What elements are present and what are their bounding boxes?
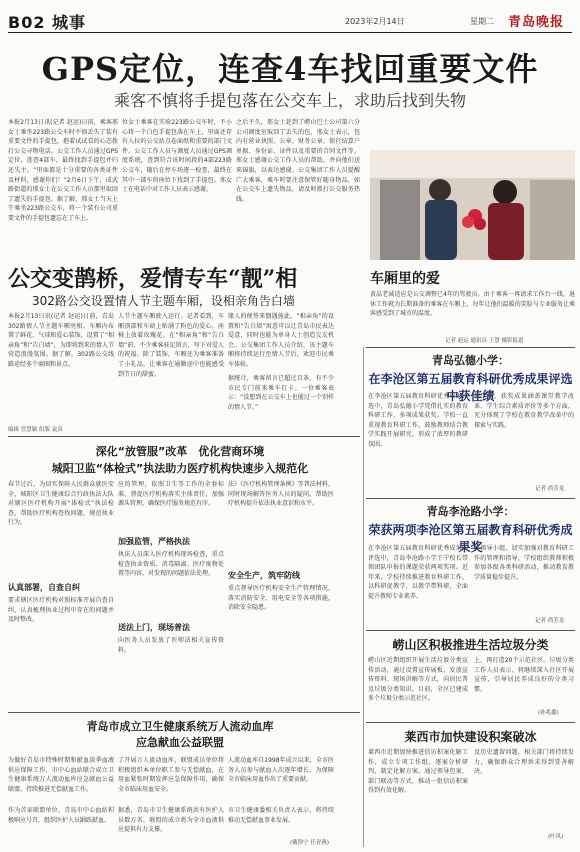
right3-title: 崂山区积极推进生活垃圾分类	[392, 638, 549, 652]
right-divider-3	[366, 630, 575, 631]
right1-column-2: 据了解，获奖成果涵盖课堂教学改革、学生综合素质评价等多个方面，充分体现了学校在教育教学改革中的探索与实践。	[474, 393, 574, 429]
middle-kicker: 深化“放管服”改革 优化营商环境	[95, 445, 265, 458]
right2-column-1: 在李沧区第五届教育科研优秀成果的评选中，青岛李沧路小学王宁校长带领团队申报的课题荣获两项奖项。近年来，学校持续推进教育科研工作，以科研促教学，以教学带科研，全面提升教师专业素养。	[368, 545, 468, 600]
masthead	[0, 0, 580, 40]
lower-column-2b: 据悉，青岛市卫生健康系统共有医护人员数万名，联盟的成立将为全市血液供应提供有力支撑。	[118, 807, 224, 834]
photo-caption-headline: 车厢里的爱	[370, 271, 440, 287]
photo-caption-text: 黄晶老诚适应是公交调整已4年的驾驶员。由于乘客一再请求工作台一线，退休工作就为长期准备的乘客在车厢上，每年让他们温暖的笑脸与专业服务让乘客感受到了城市的温度。	[370, 291, 575, 318]
middle-subhead-4: 安全生产，筑牢防线	[228, 571, 300, 580]
lower-column-3b: 市卫生健康委相关负责人表示，将持续推动无偿献血事业发展。	[228, 807, 334, 824]
right1-title: 在李沧区第五届教育科研优秀成果评选中获佳绩	[368, 372, 573, 403]
middle-column-3: 法》《医疗机构管理条例》等普法材料，同时现场解答医务人员的疑问，帮助医疗机构提升依法执业意识和水平。	[228, 481, 334, 508]
right-divider-4	[366, 722, 575, 723]
right2-column-2: 研领导小组，切实加强对教育科研工作的管理和指导，学校组织教师积极参加各级各类科研活动，推动教育教学质量稳步提升。	[474, 545, 574, 581]
middle-column-3b: 重点督导医疗机构安全生产管理情况，落实消防安全、用电安全等各项措施，消除安全隐患。	[228, 585, 334, 612]
middle-subhead-2: 加强监管，严格执法	[118, 537, 190, 546]
second-subhead: 302路公交设置情人节主题车厢，设相亲角告白墙	[32, 294, 295, 308]
right3-column-1: 崂山区近期组织开展生活垃圾分类宣传活动，通过设置宣传展板、发放宣传资料、现场讲解等方式，向居民普及垃圾分类知识。目前，全区已建成多个垃圾分类示范社区。	[368, 657, 468, 703]
middle-column-1: 春节过后，为切实保障人民群众就医安全，城阳区卫生健康综合行政执法大队对辖区医疗机构开展“体检式”执法检查，帮助医疗机构查找问题，规范执业行为。	[8, 481, 114, 527]
bus-photo-illustration	[370, 150, 575, 260]
second-column-1: 本报2月13日讯(记者 赵运)日前，青岛302路情人节主题车厢亮相。车厢内布置了鲜花、气球和爱心装饰，设置了“相亲角”和“告白墙”，为即将到来的情人节营造浪漫氛围。据了解，302路公交线路途经多个商圈和景点。	[8, 313, 114, 368]
issue-weekday: 星期二	[470, 17, 494, 26]
middle-column-1b: 要求辖区医疗机构对照标准开展自查自纠，认真梳理执业过程中存在的问题并及时整改。	[8, 597, 114, 624]
right3-byline: (孙兆鑫)	[538, 710, 559, 716]
right4-title: 莱西市加快建设积案破冰	[404, 730, 537, 744]
lower-column-3: 人流动血库自1998年成立以来，全市医务人员参与献血人次逐年增长，为保障全市临床用血作出了重要贡献。	[228, 757, 334, 784]
bus-photo	[370, 150, 575, 260]
right3-column-2: 上、再打造20个示范社区。垃圾分类工作人员表示，将继续深入社区开展宣传，引导居民养成良好的分类习惯。	[474, 657, 574, 693]
lead-column-2: 位女士乘客在实验223路公交车时，不小心将一个白色手提包落在车上，里面还存有人拉的公交站点卷面纸和重要的部门文件。公交工作人员与调度人员通过GPS调度系统，查到符合该时间段的4部223路公交车，随后在停车场逐一检查，最终在其中一部车的座位下找到了手提包。邢女士在电话中对工作人员表示感谢。	[122, 119, 232, 194]
right4-column-2: 及历史遗留问题，相关部门将持续发力，确保群众合理诉求得到妥善解决。	[474, 749, 574, 776]
middle-column-2b: 执法人员深入医疗机构现场检查，重点检查执业资质、消毒隔离、医疗废物处置等内容，对发现的问题依法处理。	[118, 551, 224, 578]
middle-title: 城阳卫监“体检式”执法助力医疗机构快速步入规范化	[51, 462, 309, 475]
lead-column-1: 本报2月13日讯(记者 赵运)日前，乘客邢女士乘坐223路公交车时不慎丢失了装有重要文件的手提包，抱着试试看的心态拨打公交寻物电话。公交工作人员通过GPS定位，连查4部车，最终找到手提包并归还失主。“里面都是十分重要的各类证件及材料，感谢你们！”2月6日下午，成武路街道的邢女士在公交工作人员那里取回了遗失的手提包。据了解，邢女士当天上午乘坐223路公交车，将一个装有公司重要文件的手提包遗忘在了车上。	[8, 119, 118, 222]
middle-column-2c: 向医务人员发放了医师法相关宣传资料。	[118, 637, 224, 654]
second-column-4: 据统计，乘客留言已超过百条，有不少市民专门前来乘车打卡。一位乘客表示：“没想到在公交车上也能过一个别样的情人节。”	[228, 375, 334, 411]
lead-subhead: 乘客不慎将手提包落在公交车上，求助后找到失物	[113, 91, 466, 110]
lower-kicker: 青岛市成立卫生健康系统万人流动血库	[86, 720, 274, 733]
right4-byline: (叶风)	[548, 834, 564, 840]
second-column-2: 人节主题车厢驶入运行。记者看到，车厢顶部和车窗上贴满了粉色的爱心，座椅上放着玫瑰花。在“相亲角”和“告白墙”前，不少乘客驻足留言，写下对爱人的祝福。除了装饰，车厢还为乘客准备了小礼品，让乘客在通勤途中也能感受到节日的甜蜜。	[118, 313, 224, 378]
masthead-rule	[8, 32, 572, 33]
middle-column-2: 应的管理，依照卫生等工作的全套标准，督促医疗机构落实主体责任，加强源头管理，确保医疗服务规范有序。	[118, 481, 224, 508]
page-code: B02 城事	[8, 13, 87, 32]
lead-headline: GPS定位，连查4车找回重要文件	[41, 50, 539, 88]
lead-column-3: 之后不久，邢女士赶到了崂山巴士公司第六分公司调度室取回了丢失的包，邢女士表示，包内有营业执照、公章、财务公章、银行结算户单据、身份证、证件以及重要的合同文件等。邢女士感谢公交工作人员的帮助，并向他们送来锦旗，以表达感谢。公交集团工作人员提醒广大乘客，乘车时要注意保管好随身物品，如在公交车上遗失物品，请及时拨打公交服务热线。	[236, 119, 360, 203]
lower-byline: (戴铮宁 任青燕)	[290, 840, 330, 846]
section-divider	[8, 436, 360, 437]
right1-byline: 记者 尚芳龙	[535, 486, 565, 492]
right1-column-1: 在李沧区第五届教育科研优秀成果评选中，青岛弘德小学凭借扎实的教育科研工作，多项成果获奖。学校一直重视教育科研工作，鼓励教师结合教学实践开展研究，形成了浓厚的教研氛围。	[368, 393, 468, 448]
lower-column-1b: 作为首家联盟单位，青岛市中心血站积极响应号召，组织医护人员踊跃献血。	[8, 807, 114, 824]
paper-logo: 青岛晚报	[508, 15, 565, 30]
second-headline: 公交变鹊桥，爱情专车“靓”相	[8, 266, 298, 292]
middle-subhead-1: 认真部署，自查自纠	[8, 583, 80, 592]
right1-kicker: 青岛弘德小学：	[432, 354, 509, 367]
second-column-3: 缘人的便签来偶遇彼此。“相亲角”的设置和“告白墙”寓意可以让青岛市民表达爱意，同时也能为单身人士创造交友机会。公交集团工作人员介绍，该主题车厢将持续运行至情人节后，欢迎市民乘车体验。	[228, 313, 334, 368]
right-divider-1	[366, 347, 575, 348]
editor-credits: 编辑 管慧颖 组版 袁真	[8, 427, 63, 433]
lower-title: 应急献血公益联盟	[136, 736, 224, 749]
right4-column-1: 莱西市近期加快推进信访积案化解工作，成立专项工作组，逐案分析研判，制定化解方案。通过领导包案、部门联动等方式，推动一批信访积案得到有效化解。	[368, 749, 468, 795]
middle-subhead-3: 送法上门，现场普法	[118, 623, 190, 632]
vertical-divider	[363, 347, 364, 847]
lower-divider	[8, 712, 360, 713]
right2-title: 荣获两项李沧区第五届教育科研优秀成果奖	[368, 523, 573, 554]
issue-date: 2023年2月14日	[345, 17, 405, 26]
right2-byline: 记者 尚芳龙	[535, 618, 565, 624]
right2-kicker: 青岛李沧路小学：	[426, 505, 515, 518]
lower-column-2: 了开展万人流动血库，联盟成员单位将积极组织本单位职工参与无偿献血，在用血紧张时期发挥应急保障作用，确保全市临床用血安全。	[118, 757, 224, 793]
right-divider-2	[366, 498, 575, 499]
photo-credit: 记者 赵运 通讯员 王慧 摄影报道	[445, 338, 524, 344]
lower-column-1: 为做好青岛市特殊时期和献血淡季血液供应保障工作，市中心血站联合成立卫生健康系统万人流动血库应急献血公益联盟，持续推进无偿献血工作。	[8, 757, 114, 793]
